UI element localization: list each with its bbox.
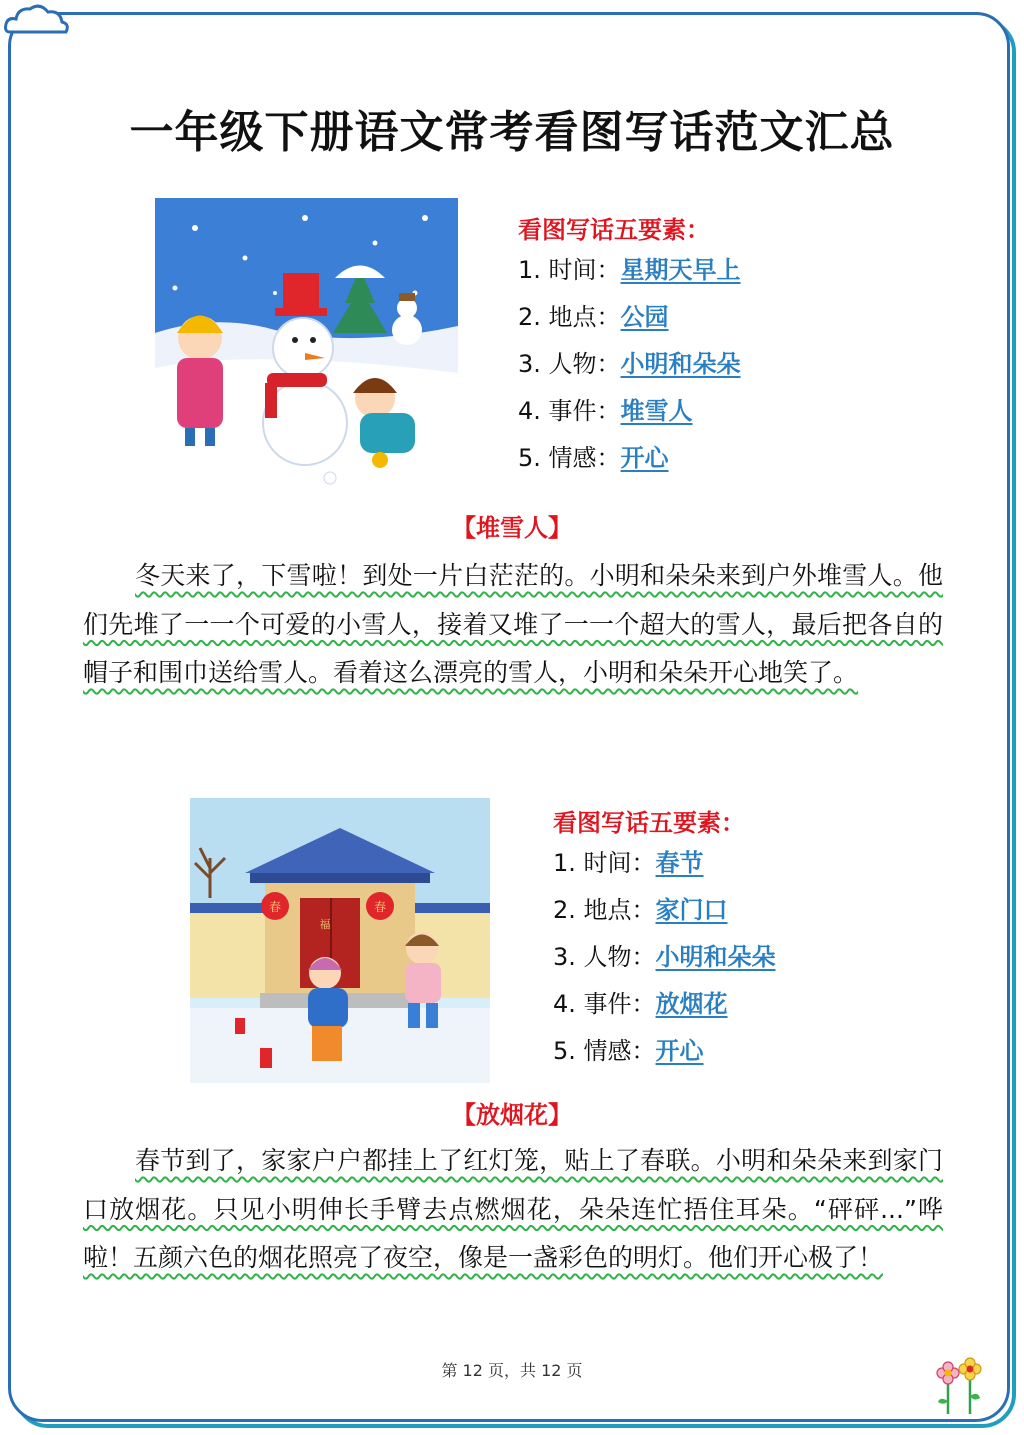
element-label: 2. 地点： [518, 303, 621, 331]
element-value: 开心 [620, 444, 669, 472]
element-value: 小明和朵朵 [620, 350, 741, 378]
element-label: 3. 人物： [518, 350, 621, 378]
element-label: 2. 地点： [553, 896, 656, 924]
essay-paragraph-2 [83, 1137, 943, 1283]
element-label: 4. 事件： [553, 990, 656, 1018]
element-value: 公园 [620, 303, 669, 331]
element-value: 春节 [655, 849, 704, 877]
element-time [553, 840, 776, 887]
element-value: 小明和朵朵 [655, 943, 776, 971]
lantern-text: 春 [268, 900, 282, 914]
essay-text: 冬天来了，下雪啦！到处一片白茫茫的。小明和朵朵来到户外堆雪人。他们先堆了一一个可爱的小雪人，接着又堆了一一个超大的雪人，最后把各自的帽子和围巾送给雪人。看着这么漂亮的雪人，小明和朵朵开心地笑了。 [83, 561, 943, 687]
element-people [553, 934, 776, 981]
element-label: 1. 时间： [553, 849, 656, 877]
element-value: 堆雪人 [620, 397, 693, 425]
element-label: 1. 时间： [518, 256, 621, 284]
fireworks-illustration [190, 798, 490, 1083]
element-label: 5. 情感： [553, 1037, 656, 1065]
door-fu-text: 福 [319, 918, 331, 931]
elements-heading: 看图写话五要素： [553, 809, 745, 837]
element-label: 5. 情感： [518, 444, 621, 472]
element-emotion [553, 1028, 776, 1075]
essay-text: 春节到了，家家户户都挂上了红灯笼，贴上了春联。小明和朵朵来到家门口放烟花。只见小明伸长手臂去点燃烟花，朵朵连忙捂住耳朵。“砰砰...”哗啦！五颜六色的烟花照亮了夜空，像是一盏彩色的明灯。他们开心极了！ [83, 1146, 943, 1272]
lantern-text: 春 [373, 900, 387, 914]
element-people [518, 341, 741, 388]
essay-title-2: 【放烟花】 [452, 1101, 572, 1129]
element-place [518, 294, 741, 341]
essay-paragraph-1 [83, 552, 943, 698]
elements-list-1 [518, 213, 741, 482]
flowers-decoration [930, 1356, 990, 1416]
elements-list-2 [553, 806, 776, 1075]
element-event [518, 388, 741, 435]
elements-heading: 看图写话五要素： [518, 216, 710, 244]
page-footer: 第 12 页，共 12 页 [441, 1361, 583, 1380]
element-label: 3. 人物： [553, 943, 656, 971]
element-value: 家门口 [655, 896, 728, 924]
element-value: 放烟花 [655, 990, 728, 1018]
element-label: 4. 事件： [518, 397, 621, 425]
element-emotion [518, 435, 741, 482]
element-event [553, 981, 776, 1028]
page-title: 一年级下册语文常考看图写话范文汇总 [129, 107, 895, 158]
element-value: 星期天早上 [620, 256, 741, 284]
element-value: 开心 [655, 1037, 704, 1065]
element-place [553, 887, 776, 934]
snowman-illustration [155, 198, 458, 491]
element-time [518, 247, 741, 294]
cloud-decoration [2, 0, 72, 40]
essay-title-1: 【堆雪人】 [452, 514, 572, 542]
